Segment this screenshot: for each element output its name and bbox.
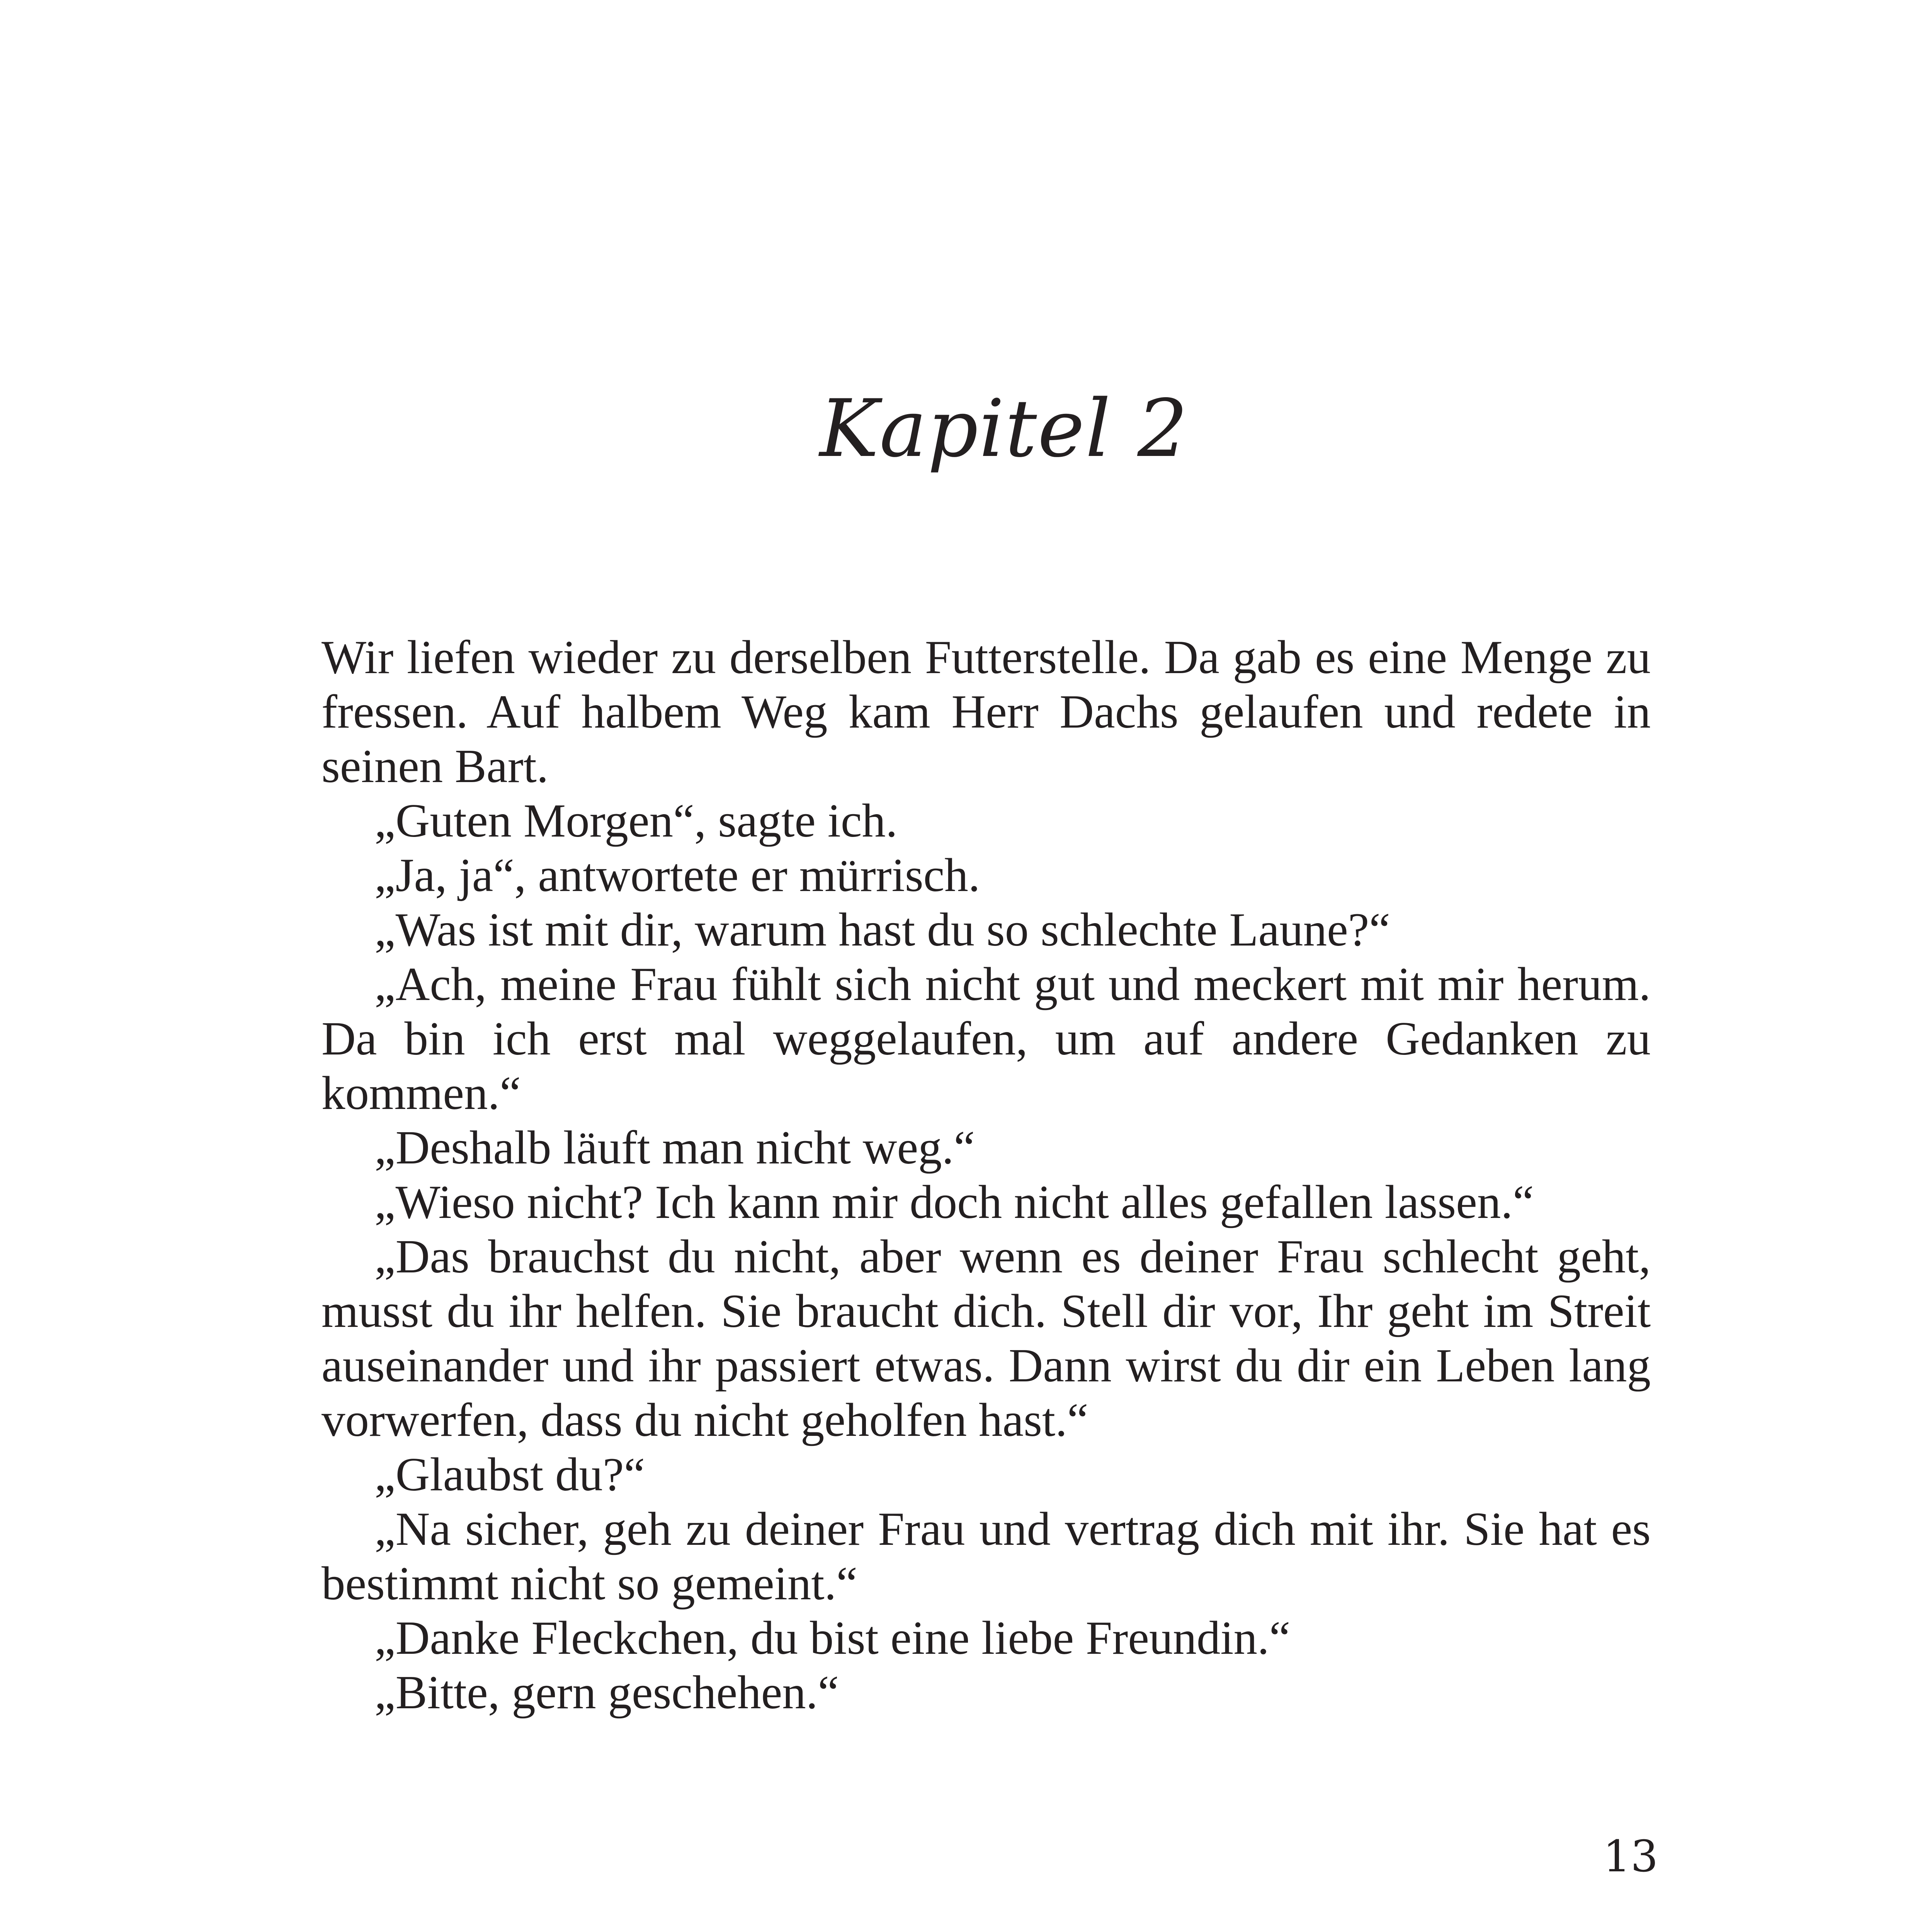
chapter-title: Kapitel 2	[819, 383, 1189, 475]
paragraph: „Glaubst du?“	[374, 1448, 645, 1501]
paragraph: „Wieso nicht? Ich kann mir doch nicht alles gefallen lassen.“	[374, 1175, 1534, 1228]
paragraph: „Ja, ja“, antwortete er mürrisch.	[374, 849, 980, 901]
paragraph: „Ach, meine Frau fühlt sich nicht gut und meckert mit mir herum. Da bin ich erst mal weggelaufen, um auf andere Gedanken zu kommen.“	[321, 957, 1651, 1119]
paragraph: „Was ist mit dir, warum hast du so schlechte Laune?“	[374, 903, 1390, 956]
paragraph: „Guten Morgen“, sagte ich.	[374, 794, 898, 847]
paragraph: „Das brauchst du nicht, aber wenn es deiner Frau schlecht geht, musst du ihr helfen. Sie braucht dich. Stell dir vor, Ihr geht im Streit auseinander und ihr passiert etwas. Dann wirst du dir ein Leben lang vorwerfen, dass du nicht geholfen hast.“	[321, 1230, 1651, 1446]
paragraph: Wir liefen wieder zu derselben Futterstelle. Da gab es eine Menge zu fressen. Auf halbem Weg kam Herr Dachs gelaufen und redete in seinen Bart.	[321, 631, 1651, 793]
paragraph: „Na sicher, geh zu deiner Frau und vertrag dich mit ihr. Sie hat es bestimmt nicht so gemeint.“	[321, 1502, 1651, 1610]
paragraph: „Deshalb läuft man nicht weg.“	[374, 1121, 975, 1174]
body-text	[321, 630, 1651, 1719]
page-number: 13	[1603, 1832, 1658, 1882]
paragraph: „Danke Fleckchen, du bist eine liebe Freundin.“	[374, 1611, 1291, 1664]
paragraph: „Bitte, gern geschehen.“	[374, 1666, 839, 1719]
